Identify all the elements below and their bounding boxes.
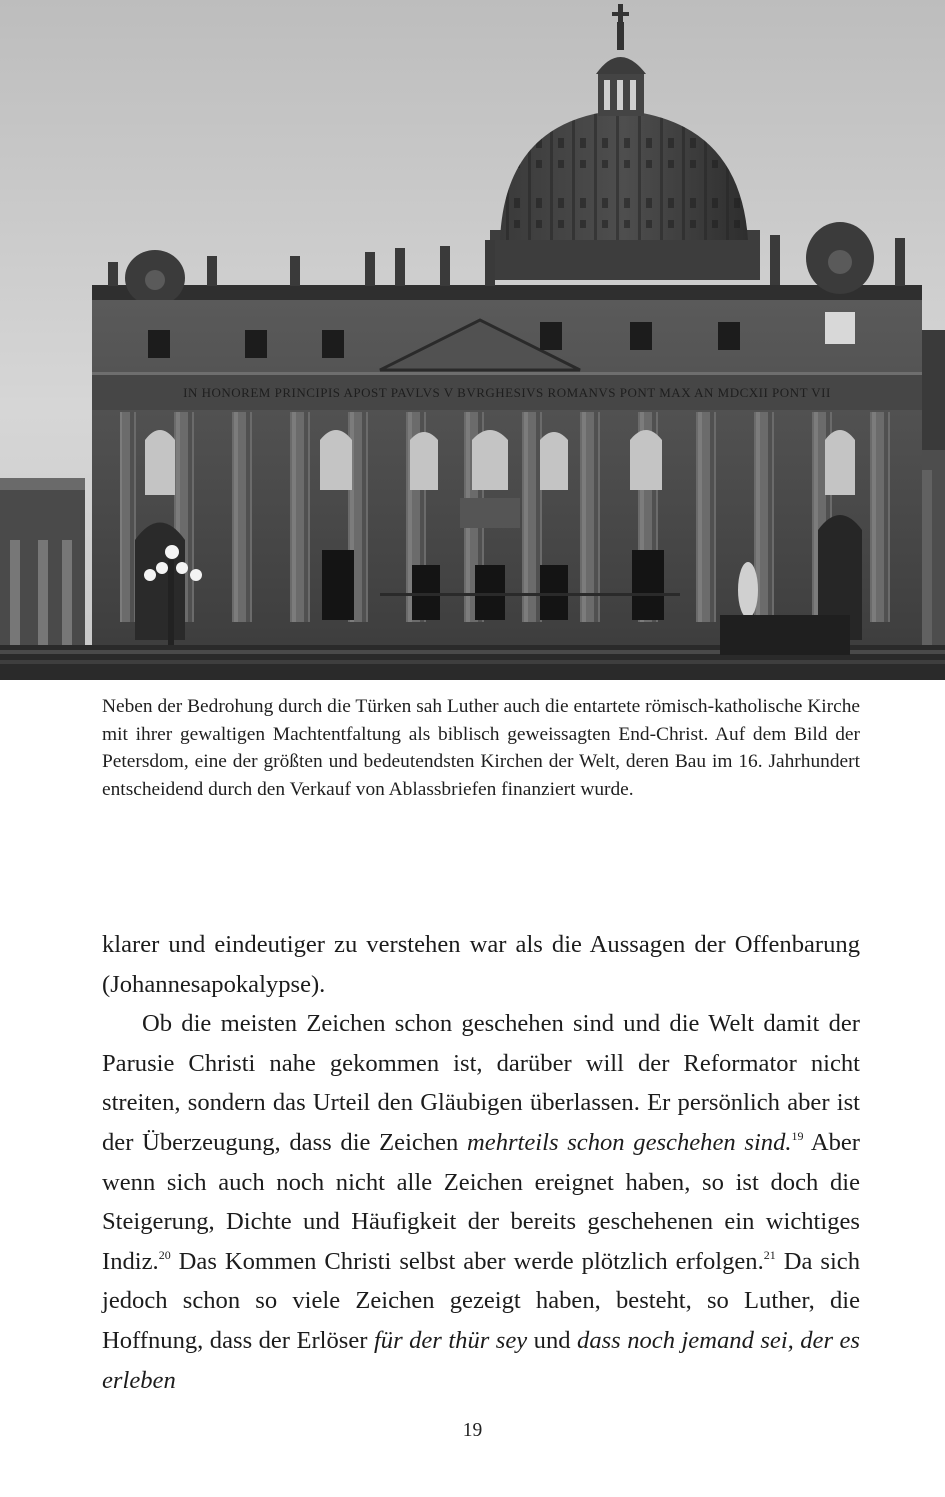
frieze-inscription: IN HONOREM PRINCIPIS APOST PAVLVS V BVRGHESIVS ROMANVS PONT MAX AN MDCXII PONT VII <box>183 385 831 400</box>
page-number: 19 <box>462 1420 483 1441</box>
quote-mehrteils: mehrteils schon geschehen sind. <box>467 1128 792 1156</box>
paragraph-2-text-e: und <box>527 1326 578 1354</box>
body-text <box>102 925 860 1400</box>
figure-caption <box>102 693 860 803</box>
st-peters-basilica-photo <box>0 0 945 680</box>
paragraph-2-text-d: Da sich jedoch schon so viele Zeichen gezeigt haben, besteht, so Luther, die Hoffnung, dass der Erlöser <box>102 1247 861 1354</box>
footnote-ref-19[interactable]: 19 <box>791 1128 804 1143</box>
caption-text: Neben der Bedrohung durch die Türken sah Luther auch die entartete römisch-katholische Kirche mit ihrer gewaltigen Machtentfaltung als biblisch geweissagten End-Christ. Auf dem Bild der Petersdom, eine der größten und bedeutendsten Kirchen der Welt, deren Bau im 16. Jahrhundert entscheidend durch den Verkauf von Ablassbriefen finanziert wurde. <box>102 696 860 800</box>
quote-fuer-der-thuer: für der thür sey <box>373 1326 528 1354</box>
footnote-ref-20[interactable]: 20 <box>158 1247 171 1262</box>
paragraph-2-text-a: Ob die meisten Zeichen schon geschehen sind und die Welt damit der Parusie Christi nahe gekommen ist, darüber will der Reformator nicht streiten, sondern das Urteil den Gläubigen überlassen. Er persönlich aber ist der Überzeugung, dass die Zeichen <box>102 1010 860 1156</box>
quote-jemand-erleben: dass noch jemand sei, der es erleben <box>102 1326 860 1394</box>
footnote-ref-21[interactable]: 21 <box>763 1247 776 1262</box>
paragraph-2 <box>102 1004 860 1400</box>
paragraph-2-text-b: Aber wenn sich auch noch nicht alle Zeichen ereignet haben, so ist doch die Steigerung, Dichte und Häufigkeit der bereits geschehenen ein wichtiges Indiz. <box>102 1128 860 1275</box>
paragraph-2-text-c: Das Kommen Christi selbst aber werde plötzlich erfolgen. <box>170 1247 764 1275</box>
paragraph-1: klarer und eindeutiger zu verstehen war als die Aussagen der Offenbarung (Johannesapokalypse). <box>102 931 860 998</box>
